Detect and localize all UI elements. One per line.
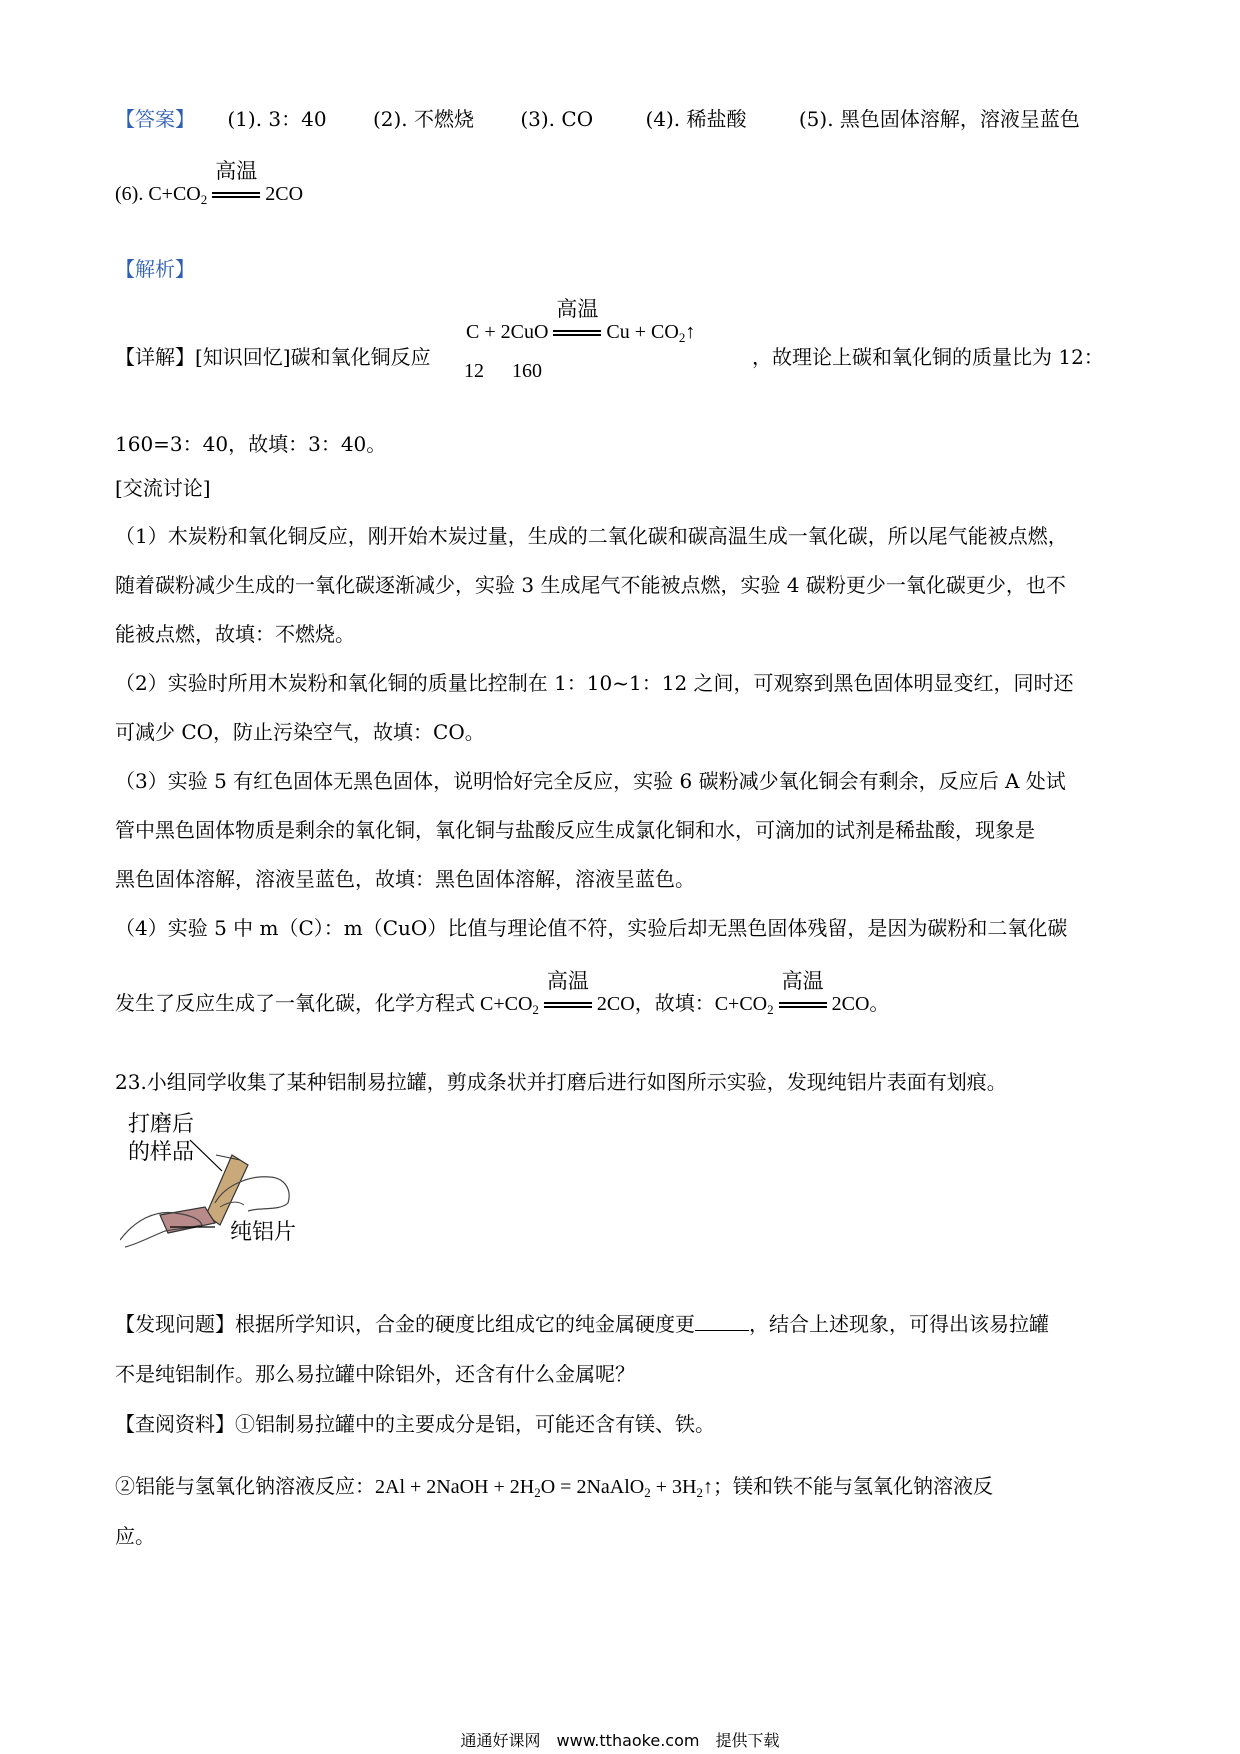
paragraph-line: 管中黑色固体物质是剩余的氧化铜，氧化铜与盐酸反应生成氯化铜和水，可滴加的试剂是稀盐酸，现象是 bbox=[115, 818, 1035, 842]
eq-part-b: O = 2NaAlO bbox=[540, 1476, 645, 1498]
paragraph-line: （1）木炭粉和氧化铜反应，刚开始木炭过量，生成的二氧化碳和碳高温生成一氧化碳，所以尾气能被点燃， bbox=[115, 524, 1068, 548]
question-23: 23.小组同学收集了某种铝制易拉罐，剪成条状并打磨后进行如图所示实验，发现纯铝片表面有划痕。 bbox=[115, 1070, 1007, 1094]
find-problem-line bbox=[115, 1310, 1049, 1338]
eq-left: C + 2CuO bbox=[466, 321, 549, 343]
lookup-line-1: 【查阅资料】①铝制易拉罐中的主要成分是铝，可能还含有镁、铁。 bbox=[115, 1412, 715, 1436]
detail-equation: C + 2CuO 高温 $Cu + CO_2↑$ bbox=[466, 297, 696, 345]
answer-blank bbox=[695, 1310, 749, 1331]
figure-label-sample-1: 打磨后 bbox=[128, 1112, 195, 1137]
answer-item-6: (6). $C+CO_2$ 高温 2CO bbox=[115, 159, 304, 207]
lookup-equation: 2Al + 2NaOH + $2H_2O$ = 2NaAlO$_2$ + $3H_2↑$ bbox=[375, 1476, 713, 1500]
mass-cuo: 160 bbox=[512, 360, 542, 382]
condition-label: 高温 bbox=[556, 297, 599, 322]
p4-end: 2CO。 bbox=[831, 993, 890, 1015]
p4-mid-text: ，故填：C+CO bbox=[634, 993, 768, 1015]
figure-label-sample-2: 的样品 bbox=[128, 1140, 195, 1165]
condition-label: 高温 bbox=[546, 969, 589, 994]
high-temp-condition bbox=[776, 969, 830, 1017]
find-problem-line-2: 不是纯铝制作。那么易拉罐中除铝外，还含有什么金属呢？ bbox=[115, 1362, 635, 1386]
find-problem-after-blank: ，结合上述现象，可得出该易拉罐 bbox=[749, 1312, 1049, 1336]
high-temp-condition bbox=[209, 159, 263, 207]
detail-line bbox=[115, 343, 431, 371]
page-footer: 通通好课网 www.tthaoke.com 提供下载 bbox=[460, 1731, 780, 1750]
mass-row bbox=[464, 357, 542, 385]
paragraph-line: 能被点燃，故填：不燃烧。 bbox=[115, 622, 355, 646]
lookup-prefix: ②铝能与氢氧化钠溶液反应： bbox=[115, 1474, 375, 1498]
eq-right: Cu + CO bbox=[606, 321, 679, 343]
figure-label-plate: 纯铝片 bbox=[230, 1220, 297, 1245]
eq-part-a: 2Al + 2NaOH + 2H bbox=[375, 1476, 535, 1498]
paragraph-4-equation-line: 发生了反应生成了一氧化碳，化学方程式 $C+CO_2$ 高温 2CO，故填：$C+CO_2$ 高温 2CO。 bbox=[115, 969, 890, 1017]
answer-item-4: (4). 稀盐酸 bbox=[645, 107, 747, 131]
paragraph-line: （3）实验 5 有红色固体无黑色固体，说明恰好完全反应，实验 6 碳粉减少氧化铜会有剩余，反应后 A 处试 bbox=[115, 769, 1066, 793]
find-problem-text: 【发现问题】根据所学知识，合金的硬度比组成它的纯金属硬度更 bbox=[115, 1312, 695, 1336]
lookup-line-2 bbox=[115, 1472, 993, 1501]
discussion-title: [交流讨论] bbox=[115, 476, 211, 500]
condition-label: 高温 bbox=[215, 159, 258, 184]
answer-item-5: (5). 黑色固体溶解，溶液呈蓝色 bbox=[798, 107, 1080, 131]
experiment-figure bbox=[120, 1112, 320, 1250]
paragraph-line: （4）实验 5 中 m（C）：m（CuO）比值与理论值不符，实验后却无黑色固体残留，是因为碳粉和二氧化碳 bbox=[115, 916, 1068, 940]
paragraph-line: 随着碳粉减少生成的一氧化碳逐渐减少，实验 3 生成尾气不能被点燃，实验 4 碳粉更少一氧化碳更少，也不 bbox=[115, 573, 1066, 597]
answer-tag: 【答案】 bbox=[115, 107, 195, 131]
gas-arrow: ↑ bbox=[702, 1476, 713, 1498]
high-temp-condition bbox=[541, 969, 595, 1017]
paragraph-line: 可减少 CO，防止污染空气，故填：CO。 bbox=[115, 720, 485, 744]
answer-item-6-reactants: (6). C+CO bbox=[115, 183, 201, 205]
condition-label: 高温 bbox=[781, 969, 824, 994]
answer-item-1: (1). 3：40 bbox=[227, 107, 327, 131]
answer-item-3: (3). CO bbox=[520, 107, 594, 131]
detail-prefix: 【详解】[知识回忆]碳和氧化铜反应 bbox=[115, 345, 431, 369]
p4-product: 2CO bbox=[596, 993, 635, 1015]
mass-c: 12 bbox=[464, 360, 484, 382]
analysis-tag: 【解析】 bbox=[115, 257, 195, 281]
answer-line bbox=[115, 105, 1080, 133]
lookup-line-3: 应。 bbox=[115, 1524, 155, 1548]
high-temp-condition bbox=[550, 297, 604, 345]
paragraph-line: （2）实验时所用木炭粉和氧化铜的质量比控制在 1：10~1：12 之间，可观察到黑色固体明显变红，同时还 bbox=[115, 671, 1074, 695]
gas-arrow: ↑ bbox=[685, 321, 696, 343]
answer-item-2: (2). 不燃烧 bbox=[372, 107, 474, 131]
answer-item-6-product: 2CO bbox=[265, 183, 304, 205]
detail-suffix: ，故理论上碳和氧化铜的质量比为 12： bbox=[752, 345, 1104, 369]
eq-part-c: + 3H bbox=[650, 1476, 697, 1498]
lookup-suffix: ；镁和铁不能与氢氧化钠溶液反 bbox=[712, 1474, 993, 1498]
p4-prefix: 发生了反应生成了一氧化碳，化学方程式 C+CO bbox=[115, 993, 533, 1015]
detail-line-2: 160=3：40，故填：3：40。 bbox=[115, 432, 387, 456]
paragraph-line: 黑色固体溶解，溶液呈蓝色，故填：黑色固体溶解，溶液呈蓝色。 bbox=[115, 867, 695, 891]
